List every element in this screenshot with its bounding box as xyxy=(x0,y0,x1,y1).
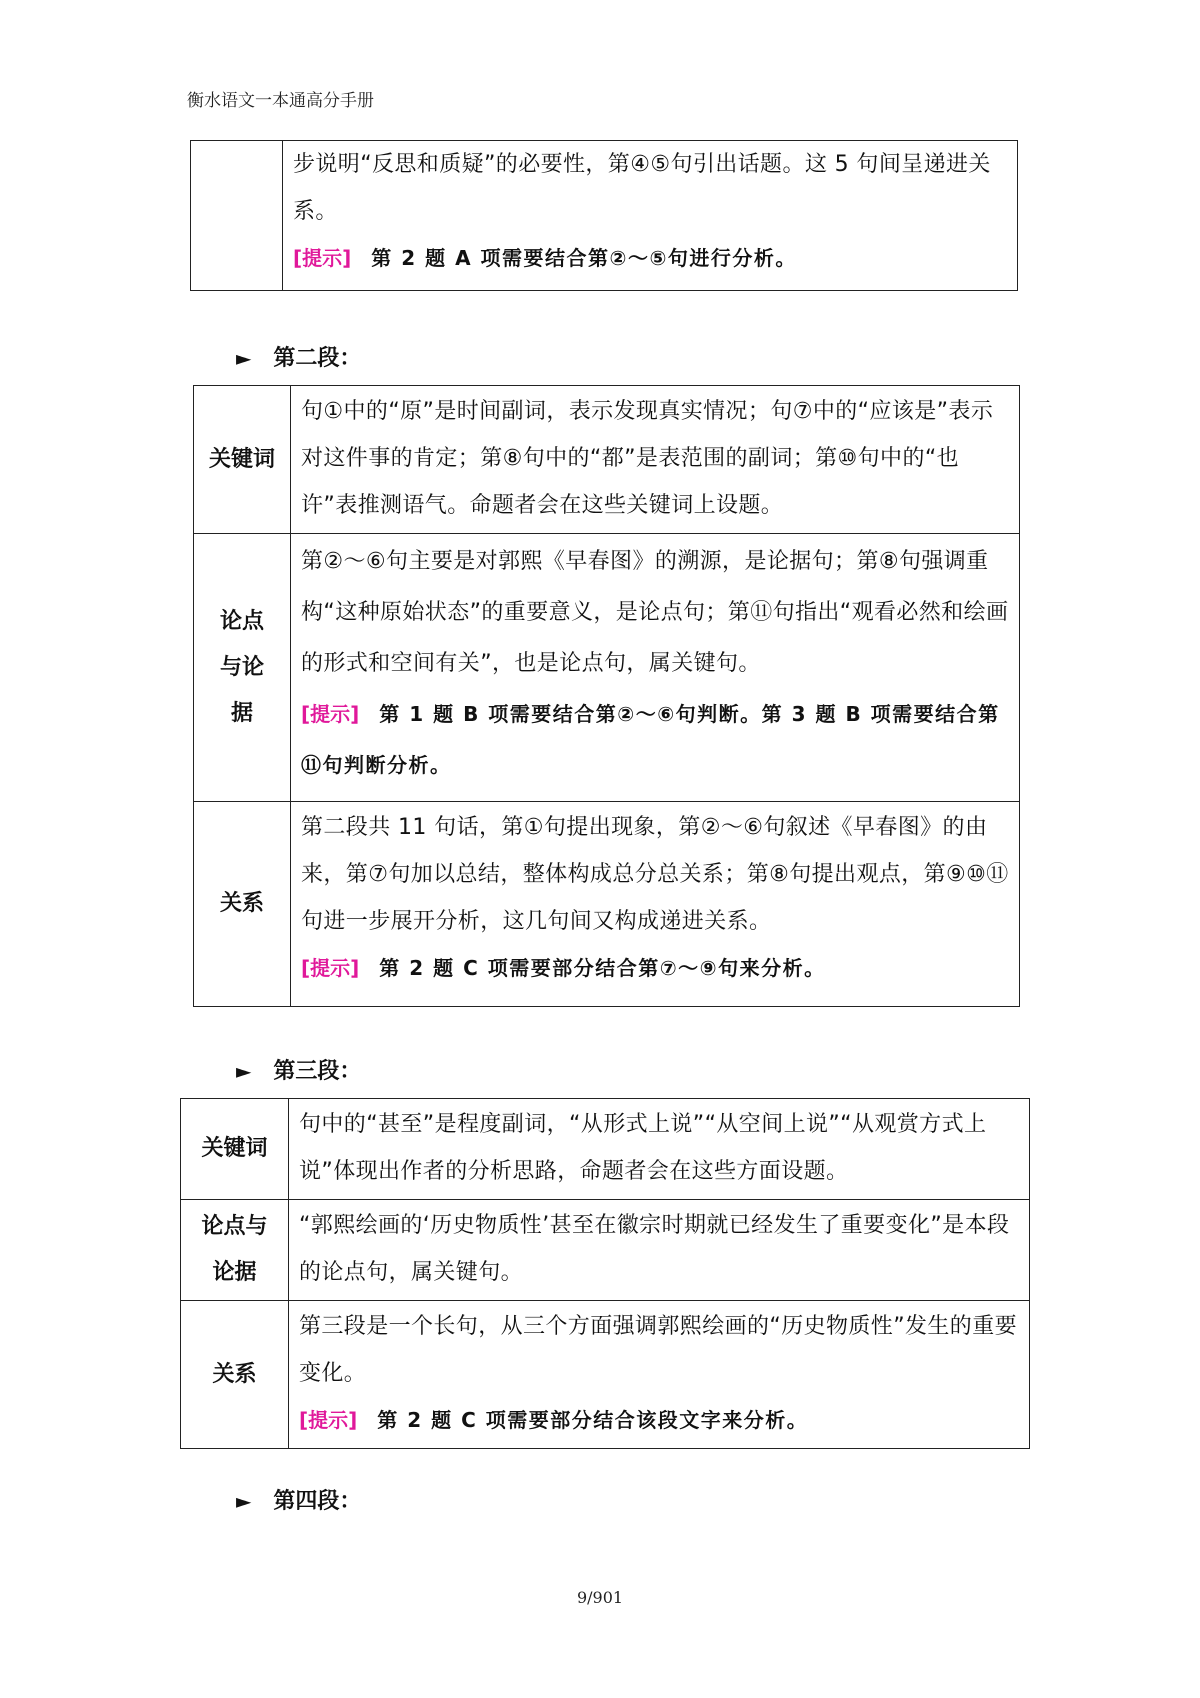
row-body xyxy=(289,1301,1030,1449)
row-text: 句中的“甚至”是程度副词，“从形式上说”“从空间上说”“从观赏方式上说”体现出作者的分析思路，命题者会在这些方面设题。 xyxy=(299,1112,987,1184)
row-body xyxy=(291,802,1020,1007)
tip-tag: [提示] xyxy=(299,1408,358,1432)
tip-text: 第 2 题 C 项需要部分结合第⑦～⑨句来分析。 xyxy=(379,956,826,980)
row-label: 关系 xyxy=(194,802,291,1007)
tip-line xyxy=(301,689,1009,791)
section-3-title-text: 第三段： xyxy=(273,1059,362,1084)
section-4-title xyxy=(236,1484,361,1515)
tip-tag: [提示] xyxy=(301,956,360,980)
section-2-title-text: 第二段： xyxy=(273,346,362,371)
tip-text: 第 2 题 C 项需要部分结合该段文字来分析。 xyxy=(377,1408,809,1432)
tip-line xyxy=(301,945,1009,992)
row-body xyxy=(291,534,1020,802)
table-row xyxy=(194,534,1020,802)
table-row xyxy=(181,1099,1030,1200)
table-row xyxy=(181,1301,1030,1449)
section-3-table xyxy=(180,1098,1030,1449)
row-text: 第三段是一个长句，从三个方面强调郭熙绘画的“历史物质性”发生的重要变化。 xyxy=(299,1314,1017,1386)
continuation-text: 步说明“反思和质疑”的必要性，第④⑤句引出话题。这 5 句间呈递进关系。 xyxy=(293,152,991,224)
row-text: 句①中的“原”是时间副词，表示发现真实情况；句⑦中的“应该是”表示对这件事的肯定；第⑧句中的“都”是表范围的副词；第⑩句中的“也许”表推测语气。命题者会在这些关键词上设题。 xyxy=(301,399,994,518)
section-3-title xyxy=(236,1054,361,1085)
page-number: 9/901 xyxy=(576,1588,624,1607)
section-4-title-text: 第四段： xyxy=(273,1489,362,1514)
tip-tag: [提示] xyxy=(301,702,360,726)
section-2-table xyxy=(193,385,1020,1007)
row-text: 第②～⑥句主要是对郭熙《早春图》的溯源，是论据句；第⑧句强调重构“这种原始状态”的重要意义，是论点句；第⑪句指出“观看必然和绘画的形式和空间有关”，也是论点句，属关键句。 xyxy=(301,549,1009,676)
row-label: 关键词 xyxy=(181,1099,289,1200)
tip-text: 第 1 题 B 项需要结合第②～⑥句判断。第 3 题 B 项需要结合第⑪句判断分析。 xyxy=(301,702,1000,777)
tip-text: 第 2 题 A 项需要结合第②～⑤句进行分析。 xyxy=(371,246,797,270)
row-body xyxy=(289,1200,1030,1301)
arrow-icon: ► xyxy=(236,346,252,370)
tip-line xyxy=(299,1397,1019,1444)
continuation-body xyxy=(283,141,1018,291)
empty-label-cell xyxy=(191,141,283,291)
arrow-icon: ► xyxy=(236,1489,252,1513)
continuation-table xyxy=(190,140,1018,291)
table-row xyxy=(194,802,1020,1007)
page-header: 衡水语文一本通高分手册 xyxy=(187,91,374,111)
tip-line xyxy=(293,235,1007,282)
row-body xyxy=(291,386,1020,534)
row-label: 关系 xyxy=(181,1301,289,1449)
row-label: 论点与论据 xyxy=(181,1200,289,1301)
row-label: 关键词 xyxy=(194,386,291,534)
row-text: “郭熙绘画的‘历史物质性’甚至在徽宗时期就已经发生了重要变化”是本段的论点句，属关键句。 xyxy=(299,1213,1010,1285)
row-label: 论点与论据 xyxy=(194,534,291,802)
section-2-title xyxy=(236,341,361,372)
arrow-icon: ► xyxy=(236,1059,252,1083)
table-row xyxy=(194,386,1020,534)
row-body xyxy=(289,1099,1030,1200)
table-row xyxy=(181,1200,1030,1301)
row-text: 第二段共 11 句话，第①句提出现象，第②～⑥句叙述《早春图》的由来，第⑦句加以总结，整体构成总分总关系；第⑧句提出观点，第⑨⑩⑪句进一步展开分析，这几句间又构成递进关系。 xyxy=(301,815,1009,934)
tip-tag: [提示] xyxy=(293,246,352,270)
